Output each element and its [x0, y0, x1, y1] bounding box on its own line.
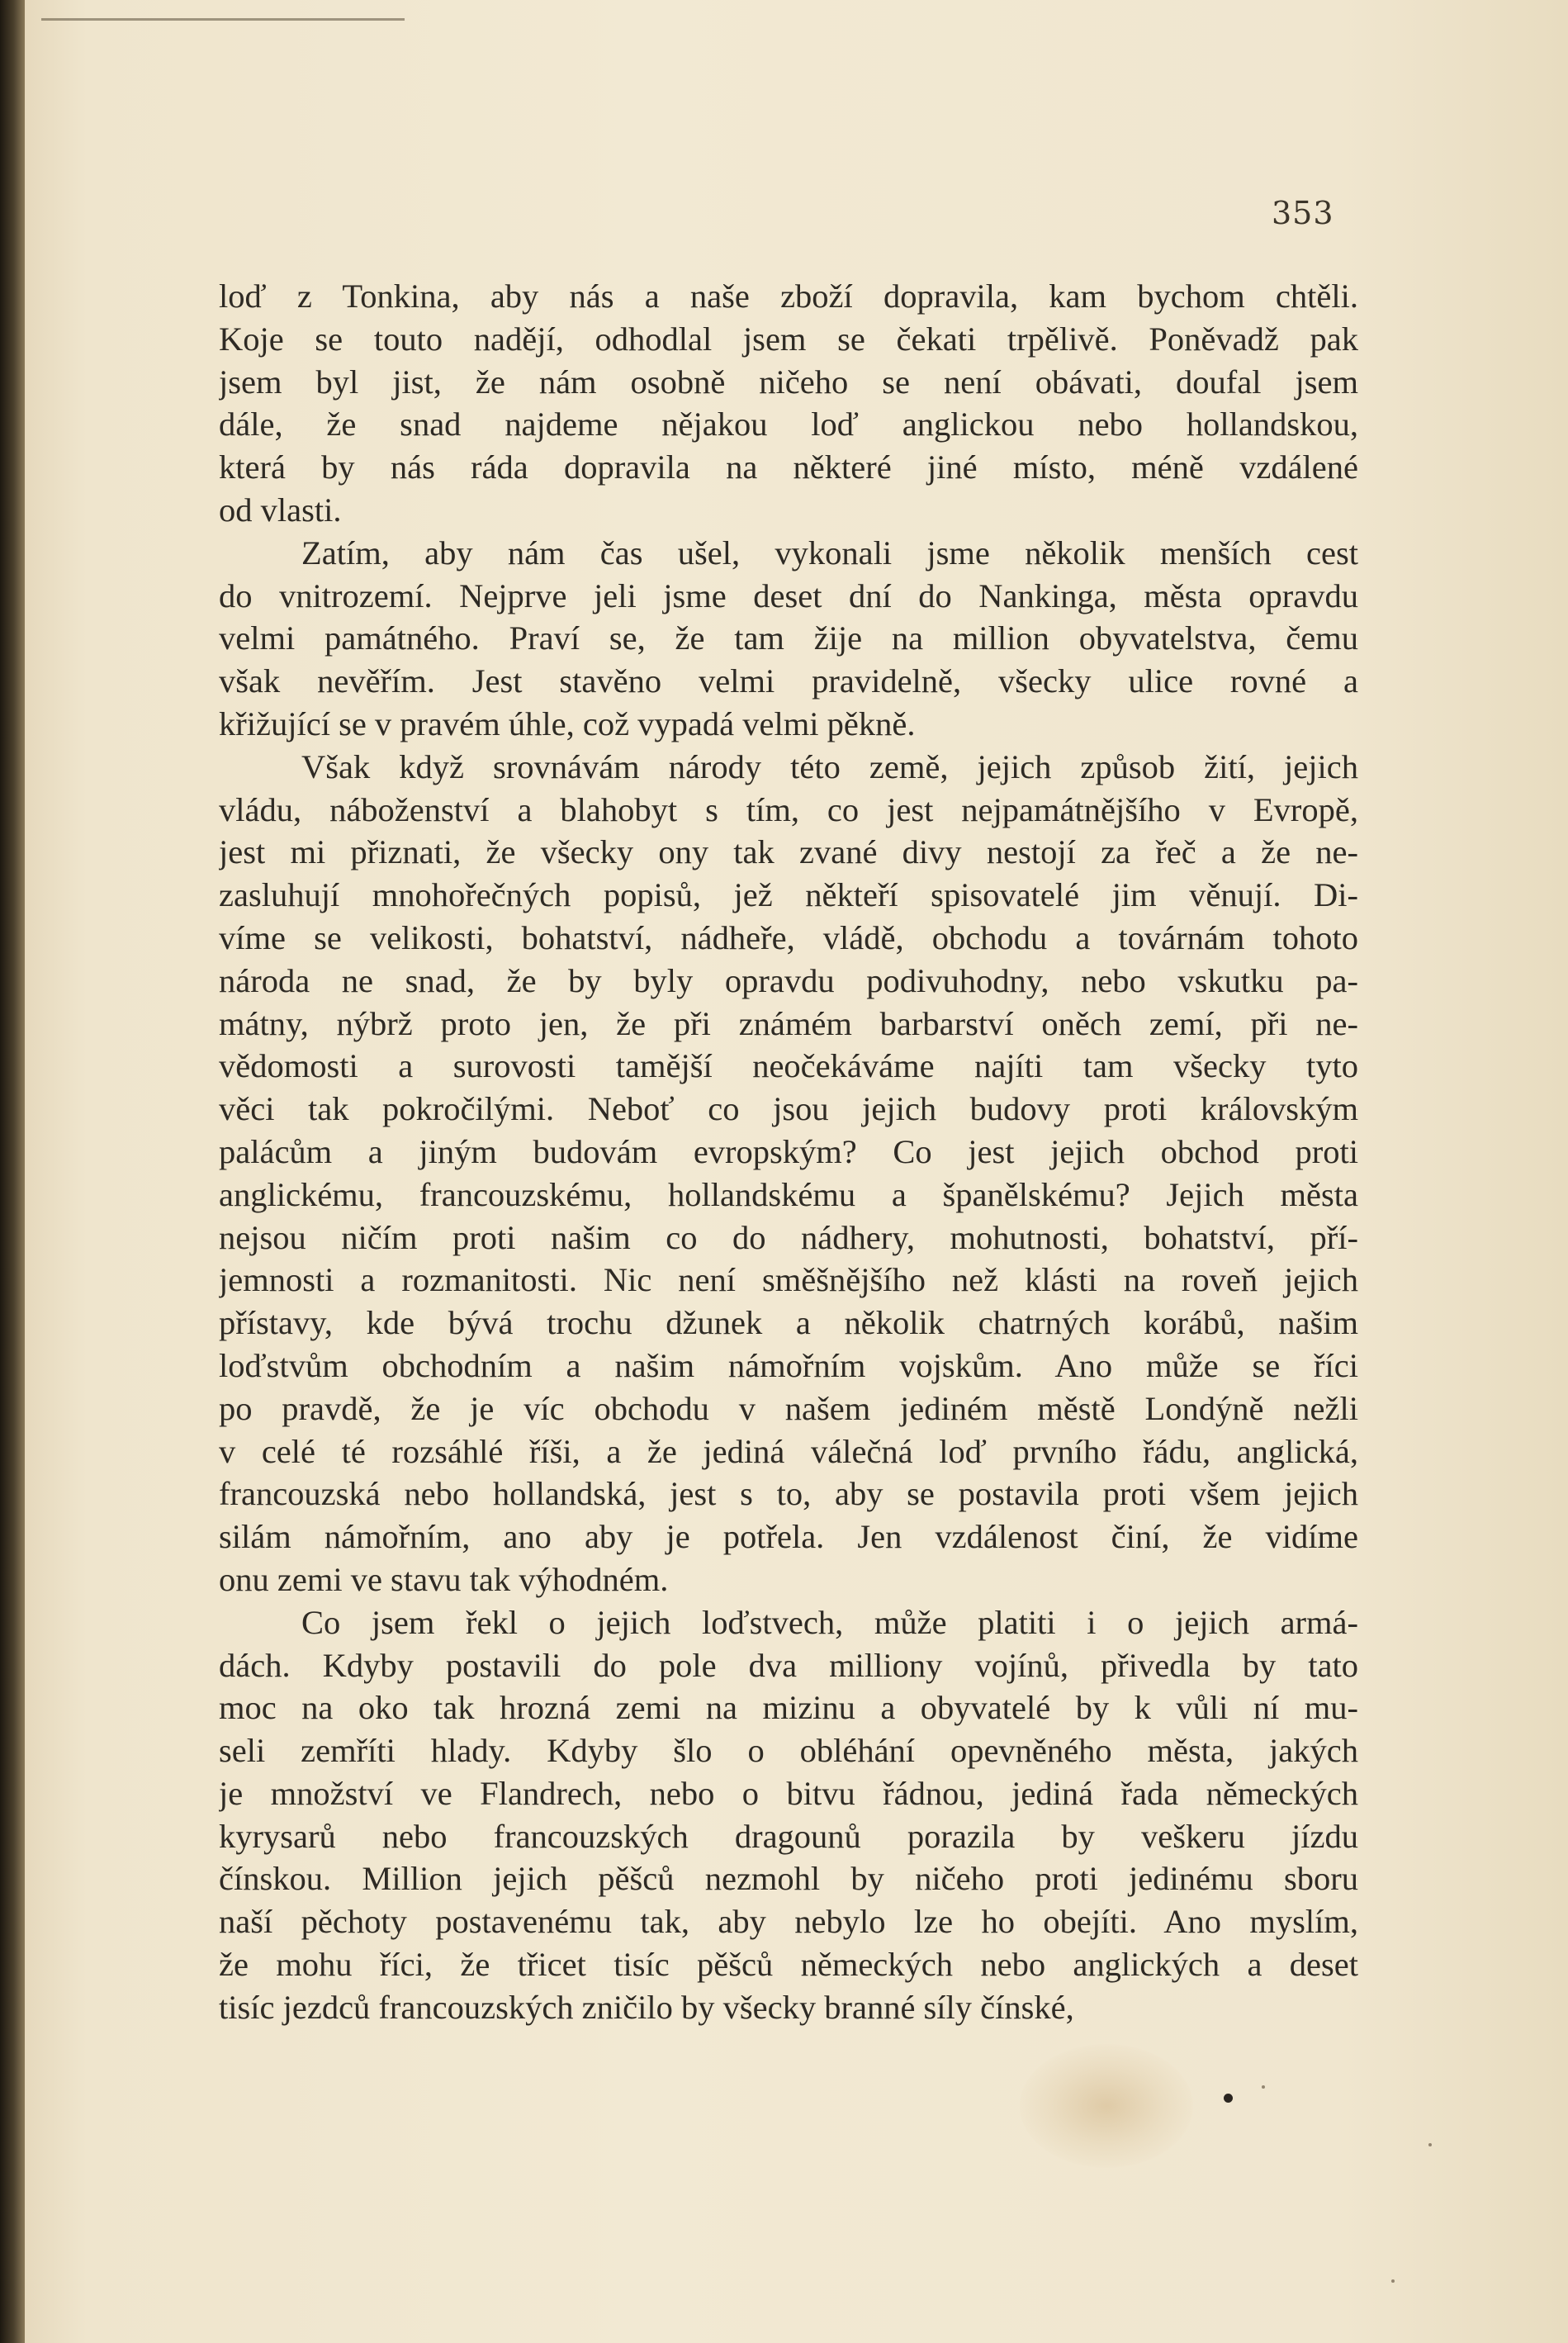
text-line: křižující se v pravém úhle, což vypadá velmi pěkně. — [219, 704, 916, 742]
paper-speck — [1262, 2085, 1265, 2089]
text-line: jemnosti a rozmanitosti. Nic není směšnějšího než klásti na roveň jejich — [219, 1261, 1358, 1299]
text-line: dále, že snad najdeme nějakou loď anglickou nebo hollandskou, — [219, 406, 1358, 443]
text-line: seli zemříti hlady. Kdyby šlo o obléhání opevněného města, jakých — [219, 1732, 1358, 1770]
text-line: je množství ve Flandrech, nebo o bitvu řádnou, jediná řada německých — [219, 1774, 1358, 1812]
ink-dot — [1224, 2094, 1233, 2103]
text-line: moc na oko tak hrozná zemi na mizinu a obyvatelé by k vůli ní mu- — [219, 1689, 1358, 1727]
text-line: francouzská nebo hollandská, jest s to, aby se postavila proti všem jejich — [219, 1475, 1358, 1513]
paper-speck — [1391, 2279, 1395, 2283]
text-line: tisíc jezdců francouzských zničilo by všecky branné síly čínské, — [219, 1988, 1074, 2026]
text-line: mátny, nýbrž proto jen, že při známém barbarství oněch zemí, při ne- — [219, 1004, 1358, 1042]
text-line: jsem byl jist, že nám osobně ničeho se není obávati, doufal jsem — [219, 363, 1358, 401]
body-text — [219, 275, 1358, 2029]
text-line: národa ne snad, že by byly opravdu podivuhodny, nebo vskutku pa- — [219, 961, 1358, 999]
text-line: od vlasti. — [219, 491, 342, 529]
book-spine-edge — [0, 0, 25, 2343]
text-line: která by nás ráda dopravila na některé jiné místo, méně vzdálené — [219, 448, 1358, 486]
text-line: v celé té rozsáhlé říši, a že jediná válečná loď prvního řádu, anglická, — [219, 1432, 1358, 1470]
text-line: Co jsem řekl o jejich loďstvech, může platiti i o jejich armá- — [301, 1603, 1358, 1641]
text-line: velmi památného. Praví se, že tam žije na million obyvatelstva, čemu — [219, 619, 1358, 657]
text-line: jest mi přiznati, že všecky ony tak zvané divy nestojí za řeč a že ne- — [219, 833, 1358, 871]
top-rule — [41, 18, 405, 21]
text-line: přístavy, kde bývá trochu džunek a několik chatrných korábů, našim — [219, 1304, 1358, 1342]
text-line: silám námořním, ano aby je potřela. Jen vzdálenost činí, že vidíme — [219, 1518, 1358, 1556]
paper-stain — [1020, 2044, 1193, 2168]
text-line: kyrysarů nebo francouzských dragounů porazila by veškeru jízdu — [219, 1817, 1358, 1855]
book-page — [25, 0, 1568, 2343]
text-line: anglickému, francouzskému, hollandskému a španělskému? Jejich města — [219, 1175, 1358, 1213]
text-line: víme se velikosti, bohatství, nádheře, vládě, obchodu a továrnám tohoto — [219, 918, 1358, 956]
text-line: Zatím, aby nám čas ušel, vykonali jsme několik menších cest — [301, 534, 1358, 572]
text-line: však nevěřím. Jest stavěno velmi pravidelně, všecky ulice rovné a — [219, 662, 1358, 700]
text-line: Však když srovnávám národy této země, jejich způsob žití, jejich — [301, 747, 1358, 785]
text-line: dách. Kdyby postavili do pole dva milliony vojínů, přivedla by tato — [219, 1646, 1358, 1684]
text-line: nejsou ničím proti našim co do nádhery, mohutnosti, bohatství, pří- — [219, 1218, 1358, 1256]
text-line: vládu, náboženství a blahobyt s tím, co jest nejpamátnějšího v Evropě, — [219, 790, 1358, 828]
text-line: věci tak pokročilými. Neboť co jsou jejich budovy proti královským — [219, 1090, 1358, 1128]
text-line: čínskou. Million jejich pěšců nezmohl by ničeho proti jedinému sboru — [219, 1860, 1358, 1898]
text-line: palácům a jiným budovám evropským? Co jest jejich obchod proti — [219, 1132, 1358, 1170]
text-line: Koje se touto nadějí, odhodlal jsem se čekati trpělivě. Poněvadž pak — [219, 320, 1358, 358]
text-line: po pravdě, že je víc obchodu v našem jediném městě Londýně nežli — [219, 1389, 1358, 1427]
paper-speck — [1428, 2143, 1432, 2146]
text-line: vědomosti a surovosti tamější neočekáváme najíti tam všecky tyto — [219, 1047, 1358, 1085]
text-line: onu zemi ve stavu tak výhodném. — [219, 1560, 669, 1598]
text-line: loďstvům obchodním a našim námořním vojskům. Ano může se říci — [219, 1346, 1358, 1384]
text-line: naší pěchoty postavenému tak, aby nebylo lze ho obejíti. Ano myslím, — [219, 1903, 1358, 1941]
text-line: zasluhují mnohořečných popisů, jež někteří spisovatelé jim věnují. Di- — [219, 876, 1358, 914]
text-line: do vnitrozemí. Nejprve jeli jsme deset dní do Nankinga, města opravdu — [219, 576, 1358, 614]
text-line: že mohu říci, že třicet tisíc pěšců německých nebo anglických a deset — [219, 1946, 1358, 1984]
page-number: 353 — [1272, 195, 1334, 231]
text-line: loď z Tonkina, aby nás a naše zboží dopravila, kam bychom chtěli. — [219, 277, 1358, 315]
